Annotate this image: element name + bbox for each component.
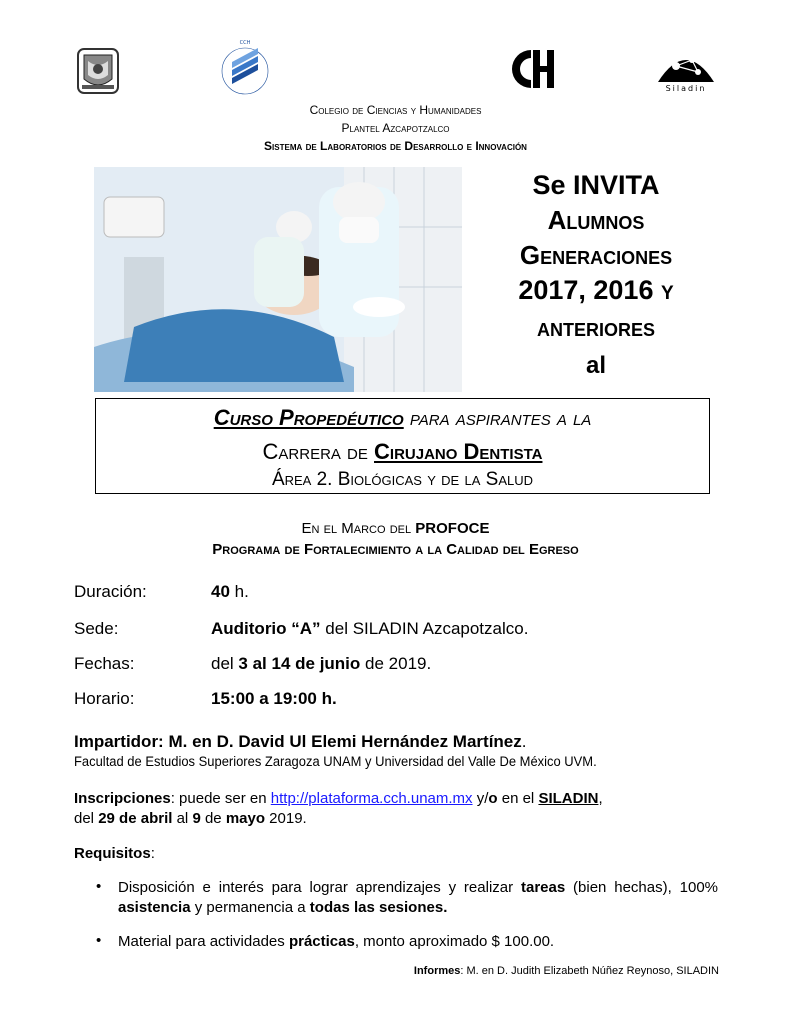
requisito-text-2: Material para actividades prácticas, monto aproximado $ 100.00. bbox=[118, 933, 555, 950]
inscripciones-label: Inscripciones bbox=[74, 790, 171, 807]
siladin-link: SILADIN bbox=[538, 790, 599, 807]
course-line2-pre: Carrera de bbox=[262, 439, 368, 464]
framework-line-2: Programa de Fortalecimiento a la Calidad del Egreso bbox=[212, 541, 579, 558]
course-career: Cirujano Dentista bbox=[374, 439, 543, 464]
inscripciones-line-2: del 29 de abril al 9 de mayo 2019. bbox=[74, 810, 307, 827]
dental-photo bbox=[94, 167, 462, 392]
invite-y: y bbox=[660, 275, 674, 305]
framework-line-1 bbox=[0, 520, 791, 537]
horario-label: Horario: bbox=[74, 689, 135, 708]
horario-value: 15:00 a 19:00 h. bbox=[211, 689, 337, 708]
course-title-rest: para aspirantes a la bbox=[409, 405, 592, 430]
invite-line-5: anteriores bbox=[536, 312, 655, 342]
requisitos-heading: Requisitos: bbox=[74, 845, 155, 862]
fechas-label: Fechas: bbox=[74, 654, 135, 673]
invite-line-6: al bbox=[585, 352, 606, 379]
siladin-logo-text: Siladin bbox=[665, 84, 707, 93]
sede-label: Sede: bbox=[74, 619, 119, 638]
inscripciones-line-1: Inscripciones: puede ser en http://plataforma.cch.unam.mx y/o en el SILADIN, bbox=[74, 790, 603, 807]
framework-profoce: PROFOCE bbox=[415, 520, 490, 537]
invite-line-3: Generaciones bbox=[519, 240, 673, 270]
bullet-icon: • bbox=[96, 932, 102, 949]
course-box bbox=[95, 398, 710, 494]
duracion-label: Duración: bbox=[74, 582, 147, 601]
course-area: Área 2. Biológicas y de la Salud bbox=[271, 469, 534, 490]
impartidor-affiliation: Facultad de Estudios Superiores Zaragoza UNAM y Universidad del Valle De México UVM. bbox=[74, 754, 597, 769]
course-title-bold: Curso Propedéutico bbox=[213, 405, 404, 430]
fechas-value: del 3 al 14 de junio de 2019. bbox=[211, 654, 432, 673]
impartidor-line: Impartidor: M. en D. David Ul Elemi Hernández Martínez. bbox=[74, 732, 527, 751]
header-line-2: Plantel Azcapotzalco bbox=[341, 121, 450, 135]
course-title-line-2 bbox=[96, 439, 709, 465]
plataforma-link[interactable]: http://plataforma.cch.unam.mx bbox=[270, 790, 473, 807]
impartidor-name: M. en D. David Ul Elemi Hernández Martínez bbox=[168, 732, 522, 751]
framework-pre: En el Marco del bbox=[301, 520, 412, 537]
invite-line-1: Se INVITA bbox=[532, 170, 660, 200]
unam-seal-logo bbox=[72, 45, 124, 97]
sede-value: Auditorio “A” del SILADIN Azcapotzalco. bbox=[211, 619, 529, 638]
bullet-icon: • bbox=[96, 878, 102, 895]
header-line-3: Sistema de Laboratorios de Desarrollo e Innovación bbox=[264, 139, 527, 153]
impartidor-label: Impartidor: bbox=[74, 732, 164, 751]
informes-line: Informes: M. en D. Judith Elizabeth Núñez Reynoso, SILADIN bbox=[413, 965, 719, 977]
invite-line-4 bbox=[480, 275, 712, 306]
header-line-1: Colegio de Ciencias y Humanidades bbox=[309, 103, 482, 117]
invite-years: 2017, 2016 bbox=[518, 275, 654, 305]
course-title-line-1 bbox=[96, 405, 709, 431]
cch-monogram-logo bbox=[507, 46, 557, 92]
cch-logo bbox=[212, 38, 278, 104]
invite-line-2: Alumnos bbox=[547, 205, 645, 235]
svg-text:CCH: CCH bbox=[239, 40, 251, 46]
duracion-value: 40 h. bbox=[211, 582, 249, 601]
requisito-text-1: Disposición e interés para lograr aprendizajes y realizar tareas (bien hechas), 100% asistencia y permanencia a todas las sesiones. bbox=[118, 879, 718, 916]
siladin-logo bbox=[654, 44, 718, 96]
